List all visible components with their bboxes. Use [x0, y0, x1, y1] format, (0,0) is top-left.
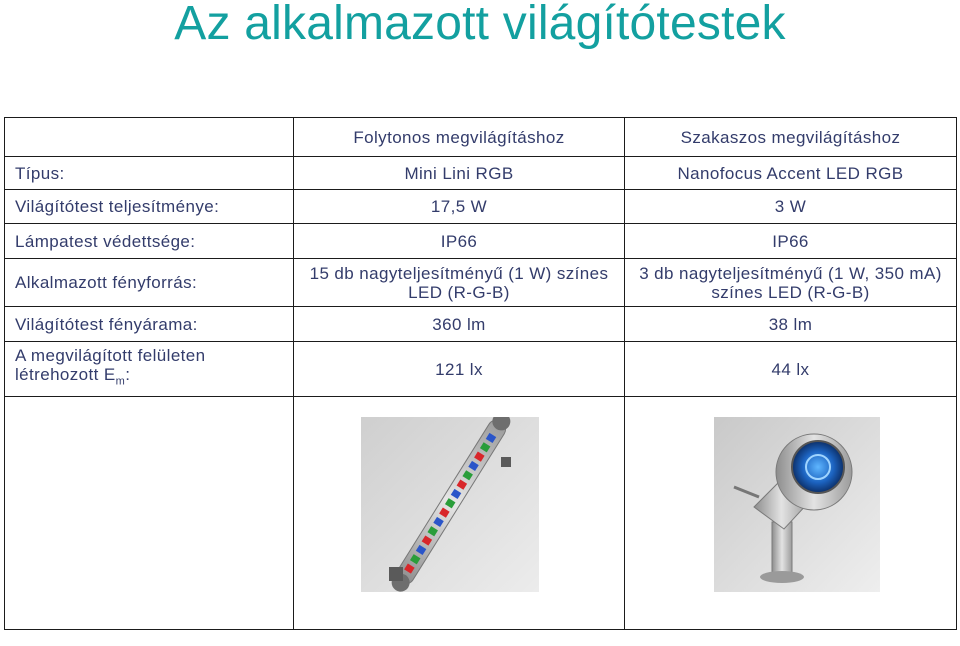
- header-continuous-lighting: Folytonos megvilágításhoz: [294, 118, 625, 157]
- row-label-illuminance: [5, 342, 294, 397]
- table-row: [5, 190, 957, 224]
- led-bar-illustration: [361, 417, 539, 592]
- spotlight-illustration: [714, 417, 880, 592]
- row-label-light-source: Alkalmazott fényforrás:: [5, 259, 294, 307]
- cell-illuminance-col2: 44 lx: [625, 342, 957, 397]
- cell-illuminance-col1: 121 lx: [294, 342, 625, 397]
- cell-luminous-flux-col1: 360 lm: [294, 307, 625, 342]
- cell-power-col1: 17,5 W: [294, 190, 625, 224]
- table-row-images: [5, 397, 957, 630]
- illuminance-label-text: A megvilágított felületen létrehozott E: [15, 346, 206, 385]
- cell-light-source-col2: 3 db nagyteljesítményű (1 W, 350 mA) színes LED (R-G-B): [625, 259, 957, 307]
- specification-table: [4, 117, 957, 630]
- mini-lini-rgb-photo: [361, 417, 539, 592]
- image-cell-mini-lini: [294, 397, 625, 630]
- cell-type-col1: Mini Lini RGB: [294, 157, 625, 190]
- table-row: [5, 342, 957, 397]
- header-cell-empty: [5, 118, 294, 157]
- table-row: [5, 224, 957, 259]
- illuminance-subscript: m: [115, 375, 126, 388]
- table-header-row: [5, 118, 957, 157]
- table-row: [5, 157, 957, 190]
- cell-power-col2: 3 W: [625, 190, 957, 224]
- row-label-power: Világítótest teljesítménye:: [5, 190, 294, 224]
- row-label-protection: Lámpatest védettsége:: [5, 224, 294, 259]
- header-intermittent-lighting: Szakaszos megvilágításhoz: [625, 118, 957, 157]
- image-cell-nanofocus: [625, 397, 957, 630]
- cell-type-col2: Nanofocus Accent LED RGB: [625, 157, 957, 190]
- illuminance-label-colon: :: [125, 365, 131, 385]
- nanofocus-accent-photo: [714, 417, 880, 592]
- table-row: [5, 307, 957, 342]
- image-cell-empty: [5, 397, 294, 630]
- cell-protection-col2: IP66: [625, 224, 957, 259]
- page-title: Az alkalmazott világítótestek: [174, 0, 786, 50]
- table-row: [5, 259, 957, 307]
- cell-luminous-flux-col2: 38 lm: [625, 307, 957, 342]
- row-label-type: Típus:: [5, 157, 294, 190]
- cell-protection-col1: IP66: [294, 224, 625, 259]
- row-label-luminous-flux: Világítótest fényárama:: [5, 307, 294, 342]
- cell-light-source-col1: 15 db nagyteljesítményű (1 W) színes LED (R-G-B): [294, 259, 625, 307]
